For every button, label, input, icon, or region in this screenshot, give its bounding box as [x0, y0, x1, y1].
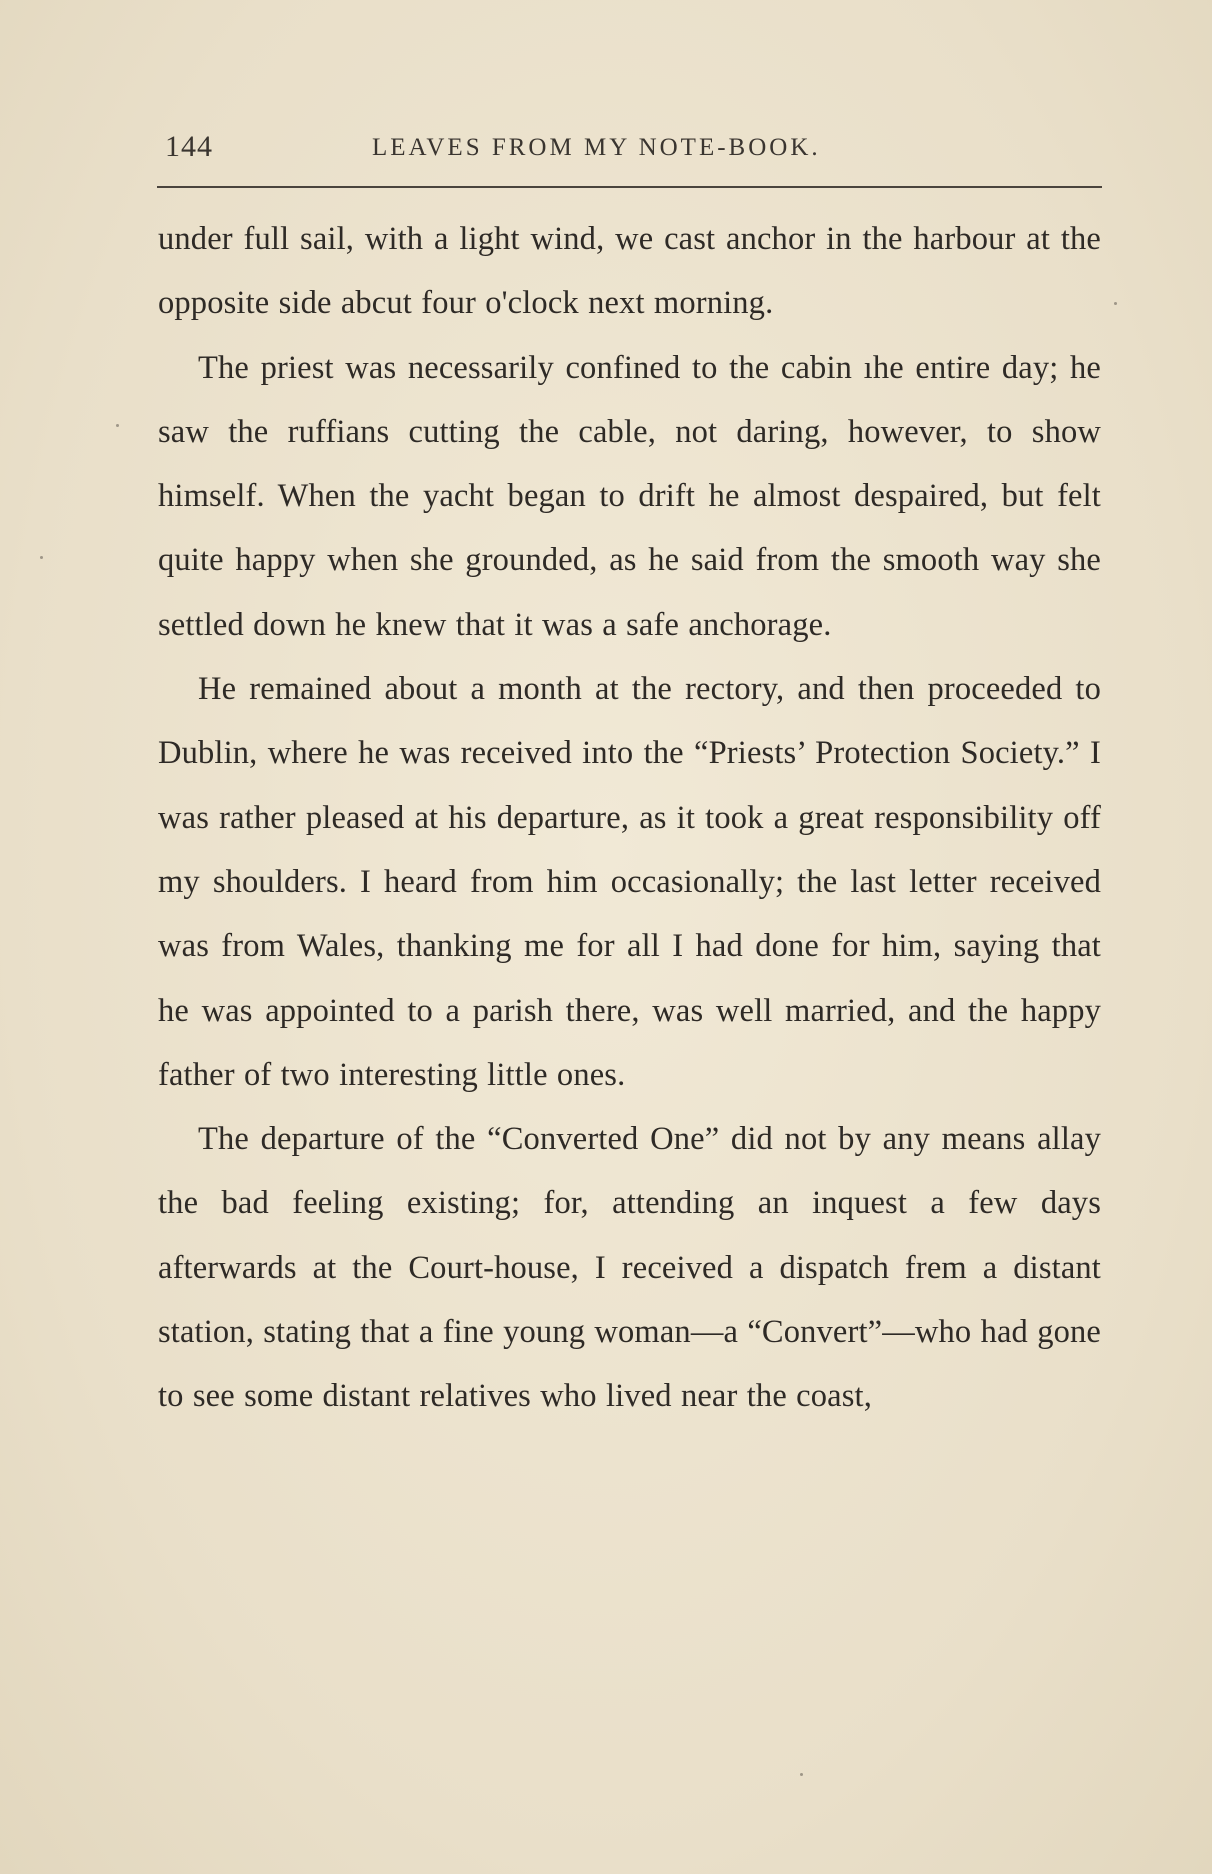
- paragraph: The departure of the “Converted One” did not by any means allay the bad feeling existing; for, attending an inquest a few days afterwards at the Court-house, I received a dispatch frem a distant station, stating that a fine young woman—a “Convert”—who had gone to see some distant relatives who lived near the coast,: [158, 1121, 1101, 1415]
- paragraph: He remained about a month at the rectory, and then proceeded to Dublin, where he was received into the “Priests’ Protection Society.” I was rather pleased at his departure, as it took a great responsibility off my shoulders. I heard from him occasionally; the last letter received was from Wales, thanking me for all I had done for him, saying that he was appointed to a parish there, was well married, and the happy father of two interesting little ones.: [158, 671, 1101, 1093]
- body-text: [158, 207, 1101, 1429]
- running-head: [157, 130, 1100, 170]
- header-rule: [157, 186, 1102, 188]
- running-title: LEAVES FROM MY NOTE-BOOK.: [372, 134, 821, 161]
- print-speck: [40, 556, 43, 559]
- print-speck: [1114, 302, 1117, 305]
- print-speck: [116, 424, 119, 427]
- paragraph: The priest was necessarily confined to the cabin ıhe entire day; he saw the ruffians cutting the cable, not daring, however, to show himself. When the yacht began to drift he almost despaired, but felt quite happy when she grounded, as he said from the smooth way she settled down he knew that it was a safe anchorage.: [158, 349, 1101, 643]
- paragraph-continued: under full sail, with a light wind, we cast anchor in the harbour at the opposite side abcut four o'clock next morning.: [158, 221, 1101, 322]
- print-speck: [800, 1773, 803, 1776]
- page-number: 144: [165, 130, 213, 163]
